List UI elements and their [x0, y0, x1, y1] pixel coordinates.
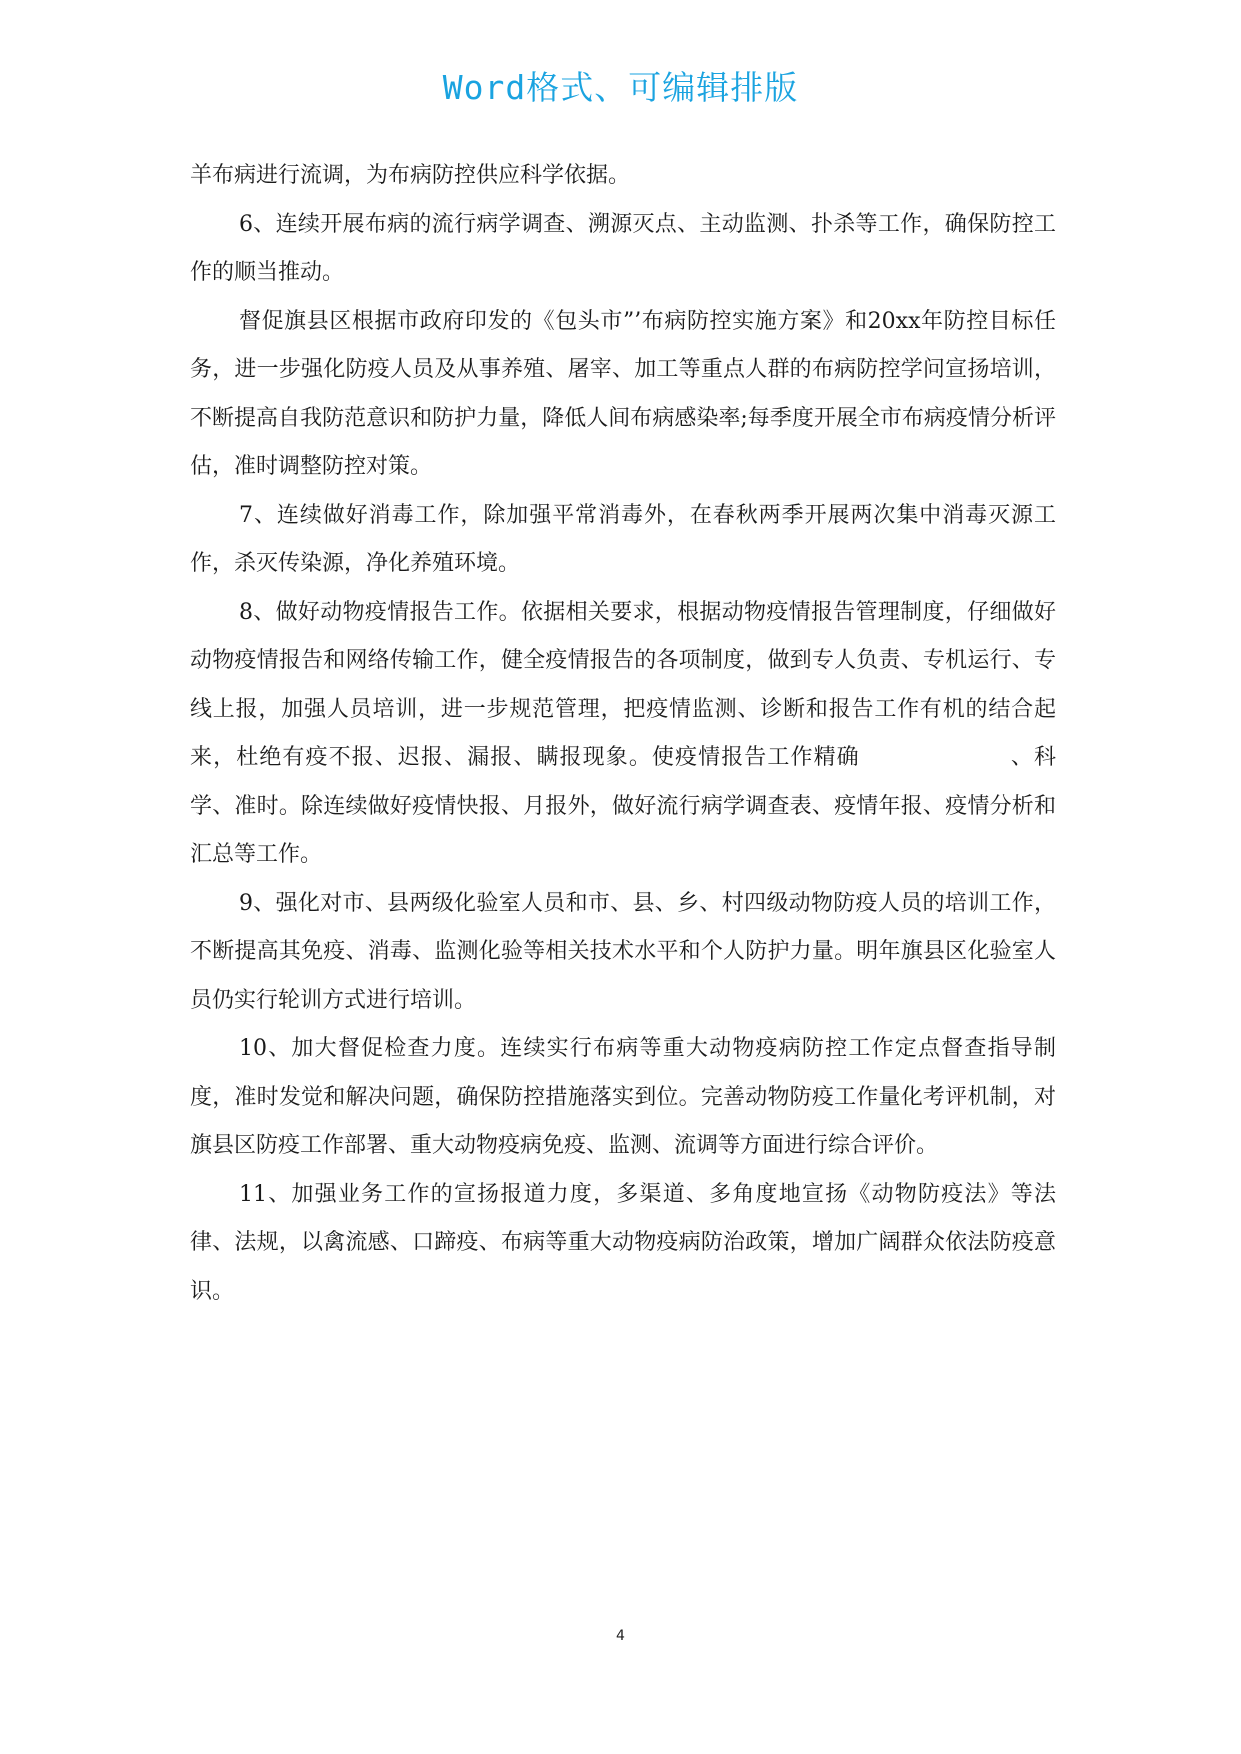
paragraph-item-7: 7、连续做好消毒工作，除加强平常消毒外，在春秋两季开展两次集中消毒灭源工作，杀灭传染源，净化养殖环境。 — [190, 502, 1056, 576]
paragraph-item-8 — [190, 589, 1056, 880]
page-header-title: Word格式、可编辑排版 — [442, 68, 799, 107]
paragraph-item-8-part-1: 8、做好动物疫情报告工作。依据相关要求，根据动物疫情报告管理制度，仔细做好动物疫情报告和网络传输工作，健全疫情报告的各项制度，做到专人负责、专机运行、专线上报，加强人员培训，进一步规范管理，把疫情监测、诊断和报告工作有机的结合起来，杜绝有疫不报、迟报、漏报、瞒报现象。使疫情报告工作精确 — [190, 599, 1056, 770]
paragraph-item-8-part-2: 、科学、准时。除连续做好疫情快报、月报外，做好流行病学调查表、疫情年报、疫情分析和汇总等工作。 — [190, 745, 1056, 867]
paragraph-supervision: 督促旗县区根据市政府印发的《包头市”’布病防控实施方案》和20xx年防控目标任务，进一步强化防疫人员及从事养殖、屠宰、加工等重点人群的布病防控学问宣扬培训，不断提高自我防范意识和防护力量，降低人间布病感染率;每季度开展全市布病疫情分析评估，准时调整防控对策。 — [190, 308, 1056, 479]
paragraph-continuation: 羊布病进行流调，为布病防控供应科学依据。 — [190, 163, 631, 188]
paragraph-item-10: 10、加大督促检查力度。连续实行布病等重大动物疫病防控工作定点督查指导制度，准时发觉和解决问题，确保防控措施落实到位。完善动物防疫工作量化考评机制，对旗县区防疫工作部署、重大动物疫病免疫、监测、流调等方面进行综合评价。 — [190, 1036, 1056, 1158]
document-body — [190, 152, 1056, 1316]
page-number: 4 — [616, 1628, 625, 1644]
paragraph-item-11: 11、加强业务工作的宣扬报道力度，多渠道、多角度地宣扬《动物防疫法》等法律、法规，以禽流感、口蹄疫、布病等重大动物疫病防治政策，增加广阔群众依法防疫意识。 — [190, 1181, 1056, 1304]
paragraph-item-6: 6、连续开展布病的流行病学调查、溯源灭点、主动监测、扑杀等工作，确保防控工作的顺当推动。 — [190, 211, 1056, 285]
paragraph-item-9: 9、强化对市、县两级化验室人员和市、县、乡、村四级动物防疫人员的培训工作，不断提高其免疫、消毒、监测化验等相关技术水平和个人防护力量。明年旗县区化验室人员仍实行轮训方式进行培训。 — [190, 890, 1056, 1013]
